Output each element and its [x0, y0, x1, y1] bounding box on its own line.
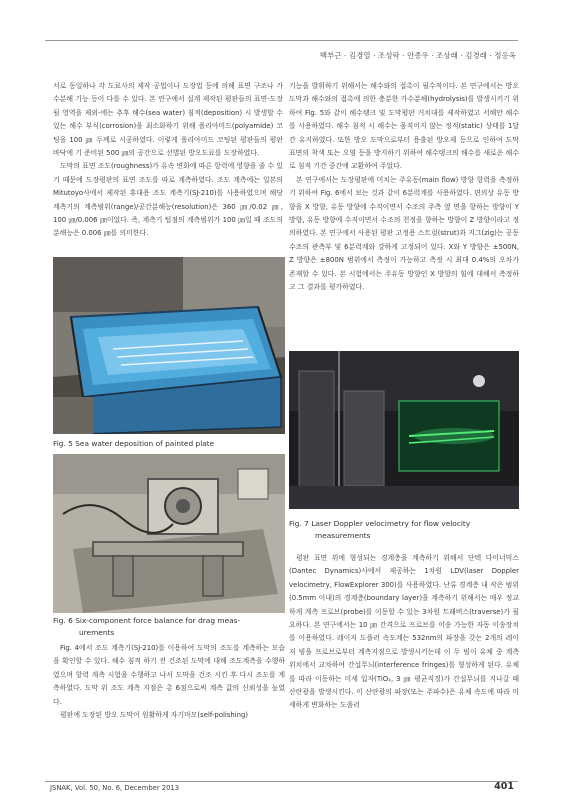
left-column-text [53, 80, 283, 241]
right-column-text [289, 80, 519, 295]
fig5-photo [53, 257, 285, 434]
paragraph: 도막의 표면 조도(roughness)가 유속 변화에 따른 항력에 영향을 줄 수 있기 때문에 도장평판의 표면 조도를 따로 계측하였다. 조도 계측에는 일본의 Mitutoyo사에서 제작된 휴대용 조도 계측기(SJ-210)를 사용하였으며 해당 계측기의 계측범위(range)/공간분해능(resolution)은 360 ㎛/0.02 ㎛, 100 ㎛/0.006 ㎛이었다. 즉, 계측기 팁점의 계측범위가 100 ㎛일 때 조도의 분해능은 0.006 ㎛를 의미한다. [53, 162, 283, 238]
paragraph: 평판에 도장된 방오 도막이 원활하게 자기마모(self-polishing) [60, 711, 249, 720]
paragraph: 기능을 발휘하기 위해서는 해수와의 접촉이 필수적이다. 본 연구에서는 방오 도막과 해수와의 접촉에 의한 충분한 가수분해(hydrolysis)를 발생시키기 위하여 Fig. 5와 같이 해수탱크 및 도막평판 거치대를 제작하였고 서해안 해수를 사용하였다. 해수 침적 시 해수는 움직이지 않는 정적(static) 상태를 1달 간 유지하였다. 또한 방오 도막으로부터 용출된 방오제 등으로 인하여 도막 표면의 착색 또는 오염 등을 방지하기 위하여 해수탱크의 해수를 새로운 해수로 침적 기간 중간에 교환하여 주었다. [289, 82, 519, 171]
caption-line: urements [79, 627, 115, 637]
paragraph: Fig. 4에서 조도 계측기(SJ-210)를 이용하여 도막의 조도를 계측하는 모습을 확인할 수 있다. 해수 침적 하기 전 건조된 도막에 대해 조도계측을 수행하였으며 항력 계측 시험을 수행하고 나서 도막을 건조 시킨 후 다시 조도를 계측하였다. 도막 위 조도 계측 지점은 총 6점으로써 계측 값의 신뢰성을 높였다. [53, 644, 285, 706]
fig5-caption: Fig. 5 Sea water deposition of painted plate [53, 439, 215, 448]
footer-journal: JSNAK, Vol. 50, No. 6, December 2013 [50, 784, 180, 792]
sea-water-tank-illustration [53, 257, 285, 434]
fig7-photo [289, 351, 519, 509]
caption-line: measurements [315, 530, 371, 540]
bottom-right-text [289, 552, 519, 713]
force-balance-illustration [53, 454, 285, 613]
fig6-photo [53, 454, 285, 613]
caption-line: Fig. 7 Laser Doppler velocimetry for flow velocity [289, 519, 471, 528]
bottom-left-text [53, 642, 285, 722]
caption-line: Fig. 6 Six-component force balance for drag meas- [53, 616, 241, 625]
fig7-caption [289, 518, 519, 541]
footer-rule [45, 781, 518, 782]
header-rule [45, 40, 518, 41]
page-number: 401 [494, 781, 514, 792]
header-authors: 백부근 · 김경열 · 조성락 · 안종우 · 조상래 · 김경래 · 정응옥 [319, 51, 516, 60]
paragraph: 평판 표면 위에 형성되는 경계층을 계측하기 위해서 단텍 다이너믹스(Dantec Dynamics)사에서 제공하는 1차원 LDV(laser Doppler velocimetry, FlowExplorer 300)를 사용하였다. 난류 경계층 내 작은 범위(0.5mm 이내)의 경계층(boundary layer)을 계측하기 위해서는 매우 정교하게 계측 프로브(probe)를 이동할 수 있는 3차원 트래버스(traverse)가 필요하다. 본 연구에서는 10 ㎛ 간격으로 프로브를 이송 가능한 자동 이송장치를 이용하였다. 레이저 도플러 속도계는 532nm의 파장을 갖는 2개의 레이저 빔을 프로브로부터 계측지점으로 발생시키는데 이 두 빔이 유체 중 계측 위치에서 교차하여 간섭무늬(interference fringes)를 형성하게 된다. 유체를 따라 이동하는 미세 입자(TiO₂, 3 ㎛ 평균직경)가 간섭무늬를 지나갈 때 산란광을 발생시킨다. 이 산란광의 파장(또는 주파수)은 유체 속도에 따라 미세하게 변화하는 도플러 [289, 554, 519, 710]
paragraph: 본 연구에서는 도장평판에 미치는 주유동(main flow) 방향 항력을 측정하기 위하여 Fig. 6에서 보는 것과 같이 6분력계를 사용하였다. 편의상 유동 방향을 X 방향, 유동 방향에 수직이면서 수조의 주측 옆 면을 향하는 방향이 Y 방향, 유동 방향에 수직이면서 수조의 천정을 향하는 방향이 Z 방향이라고 정의하였다. 본 연구에서 사용된 평판 고정용 스트럿(strut)과 지그(zig)는 공동 수조의 관측부 및 6분력계와 강하게 고정되어 있다. X와 Y 방향은 ±500N, Z 방향은 ±800N 범위에서 측정이 가능하고 측정 시 최대 0.4%의 오차가 존재할 수 있다. 본 시험에서는 주유동 방향인 X 방향의 힘에 대해서 측정하고 그 결과를 평가하였다. [289, 175, 519, 292]
fig6-caption [53, 615, 285, 638]
paragraph: 서로 동일하나 각 도료사의 제작 공법이나 도장법 등에 의해 표면 구조나 가수분해 기능 등이 다를 수 있다. 본 연구에서 설계 제작된 평판들의 표면-도장될 영역을 제외-에는 추후 해수(sea water) 침적(deposition) 시 발생할 수 있는 해수 부식(corrosion)을 최소화하기 위해 폴리아미드(polyamide) 코팅을 100 ㎛ 두께로 시공하였다. 이렇게 폴리아미드 코팅된 평판들의 평판 바닥에 기 준비된 500 ㎛의 공간으로 선별된 방오도료를 도장하였다. [53, 82, 283, 158]
laser-doppler-illustration [289, 351, 519, 509]
